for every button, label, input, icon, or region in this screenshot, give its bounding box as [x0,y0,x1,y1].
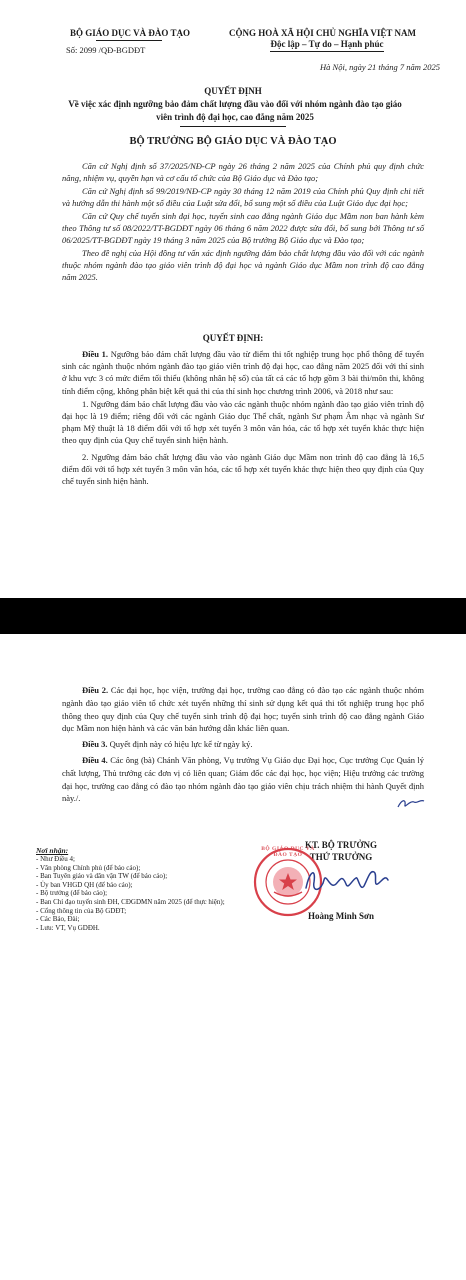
recipient-item: - Ban Tuyên giáo và dân vận TW (để báo cáo); [36,872,168,881]
basis-item: Theo đề nghị của Hội đồng tư vấn xác định ngưỡng đảm bảo chất lượng đầu vào đối với các ngành thuộc nhóm ngành đào tạo giáo viên trình độ đại học và ngành Giáo dục Mầm non trình độ cao đẳng năm 2025. [62,248,424,282]
articles-2-4 [62,684,424,805]
recipient-item: - Ủy ban VHGD QH (để báo cáo); [36,880,133,889]
seal-text: BỘ GIÁO DỤC VÀ ĐÀO TẠO [261,846,315,858]
article-2-label: Điều 2. [82,685,109,695]
article-2-text: Các đại học, học viện, trường đại học, trường cao đẳng có đào tạo các ngành thuộc nhóm ngành đào tạo giáo viên tổ chức xét tuyển những thí sinh sử dụng kết quả thi tốt nghiệp trung học phổ thông theo quy định của Quy chế tuyển sinh trình độ đại học; tuyển sinh trình độ cao đẳng ngành Giáo dục Mầm non hiện hành và các văn bản hướng dẫn khác liên quan. [62,685,425,734]
nation-motto: Độc lập – Tự do – Hạnh phúc [270,39,384,49]
recipient-item: - Ban Chỉ đạo tuyển sinh ĐH, CĐGDMN năm 2025 (để thực hiện); [36,897,225,906]
recipient-item: - Các Báo, Đài; [36,915,80,924]
article-1 [62,348,424,487]
motto-underline [270,51,384,52]
article-1-label: Điều 1. [82,349,109,359]
agency-name: BỘ GIÁO DỤC VÀ ĐÀO TẠO [70,28,190,38]
recipient-item: - Như Điều 4; [36,855,75,863]
basis-item: Căn cứ Quy chế tuyển sinh đại học, tuyển sinh cao đẳng ngành Giáo dục Mầm non ban hành kèm theo Thông tư số 08/2022/TT-BGDĐT ngày 06 tháng 6 năm 2022 được sửa đổi, bổ sung bởi Thông tư số 06/2025/TT-BGDĐT ngày 19 tháng 3 năm 2025 của Bộ trưởng Bộ Giáo dục và Đào tạo; [62,211,424,245]
handwritten-signature-icon [300,860,390,900]
document-page-2 [0,634,466,1280]
article-1-item-2: 2. Ngưỡng đảm bảo chất lượng đầu vào vào ngành Giáo dục Mầm non trình độ cao đẳng là 16,5 điểm đối với tổ hợp xét tuyển 3 môn văn hóa, các tổ hợp xét tuyển khác thực hiện theo quy định của Quy chế tuyển sinh hiện hành. [62,451,424,487]
recipients-list [36,855,226,932]
recipients-block [36,846,226,932]
nation-title: CỘNG HOÀ XÃ HỘI CHỦ NGHĨA VIỆT NAM [229,28,416,38]
article-2 [62,684,424,735]
page-separator [0,598,466,634]
recipient-item: - Cổng thông tin của Bộ GDĐT; [36,906,127,915]
issuer-title: BỘ TRƯỞNG BỘ GIÁO DỤC VÀ ĐÀO TẠO [129,136,337,147]
signer-name: Hoàng Minh Sơn [307,911,374,921]
document-page-1 [0,0,466,598]
article-3-text: Quyết định này có hiệu lực kể từ ngày ký. [109,739,253,750]
basis-item: Căn cứ Nghị định số 99/2019/NĐ-CP ngày 30 tháng 12 năm 2019 của Chính phủ Quy định chi tiết và hướng dẫn thi hành một số điều của Luật sửa đổi, bổ sung một số điều của Luật Giáo dục đại học; [62,186,424,208]
signer-title-2: THỨ TRƯỞNG [309,852,373,862]
article-4-text: Các ông (bà) Chánh Văn phòng, Vụ trưởng Vụ Giáo dục Đại học, Cục trưởng Cục Quản lý chất lượng, Thủ trưởng các đơn vị có liên quan; Giám đốc các đại học, học viện; Hiệu trưởng các trường đại học, trường cao đẳng có đào tạo nhóm ngành đào tạo giáo viên chịu trách nhiệm thi hành Quyết định này./. [62,754,425,804]
recipient-item: - Văn phòng Chính phủ (để báo cáo); [36,863,141,872]
recipients-title: Nơi nhận: [36,846,69,855]
basis-item: Căn cứ Nghị định số 37/2025/NĐ-CP ngày 26 tháng 2 năm 2025 của Chính phủ quy định chức năng, nhiệm vụ, quyền hạn và cơ cấu tổ chức của Bộ Giáo dục và Đào tạo; [62,161,424,183]
article-4 [62,754,424,805]
document-type: QUYẾT ĐỊNH [204,86,262,96]
recipient-item: - Lưu: VT, Vụ GDĐH. [36,923,100,932]
decides-heading: QUYẾT ĐỊNH: [202,333,264,343]
article-4-label: Điều 4. [82,754,108,765]
recipient-item: - Bộ trưởng (để báo cáo); [36,889,108,898]
basis-section [62,160,424,283]
agency-underline [96,40,162,41]
document-subject: Về việc xác định ngưỡng bảo đảm chất lượng đầu vào đối với nhóm ngành đào tạo giáo viên trình độ đại học, cao đẳng năm 2025 [68,99,402,122]
signer-title-1: KT. BỘ TRƯỞNG [304,840,378,850]
subject-underline [180,126,286,127]
document-number: Số: 2099 /QĐ-BGDĐT [66,45,146,55]
place-date: Hà Nội, ngày 21 tháng 7 năm 2025 [320,62,440,72]
article-3-label: Điều 3. [82,739,108,750]
initial-mark-icon [396,796,426,810]
article-1-item-1: 1. Ngưỡng đảm bảo chất lượng đầu vào vào các ngành thuộc nhóm ngành đào tạo giáo viên trình độ đại học là 19 điểm; riêng đối với các ngành Giáo dục Thể chất, ngành Sư phạm Âm nhạc và ngành Sư phạm Mỹ thuật là 18 điểm đối với tổ hợp xét tuyển 3 môn văn hóa, các tổ hợp xét tuyển khác thực hiện theo quy định của Quy chế tuyển sinh hiện hành. [62,398,424,446]
article-3 [62,738,424,751]
article-1-intro: Ngưỡng bảo đảm chất lượng đầu vào từ điểm thi tốt nghiệp trung học phổ thông để tuyển sinh các ngành thuộc nhóm ngành đào tạo giáo viên trình độ đại học, cao đẳng năm 2025 đối với thí sinh ở khu vực 3 có mức điểm tối thiểu (không nhân hệ số) của tất cả các tổ hợp gồm 3 bài thi/môn thi, không tính điểm cộng, không phân biệt kết quả thi của thí sinh học chương trình 2006, và 2018 như sau: [62,349,425,396]
